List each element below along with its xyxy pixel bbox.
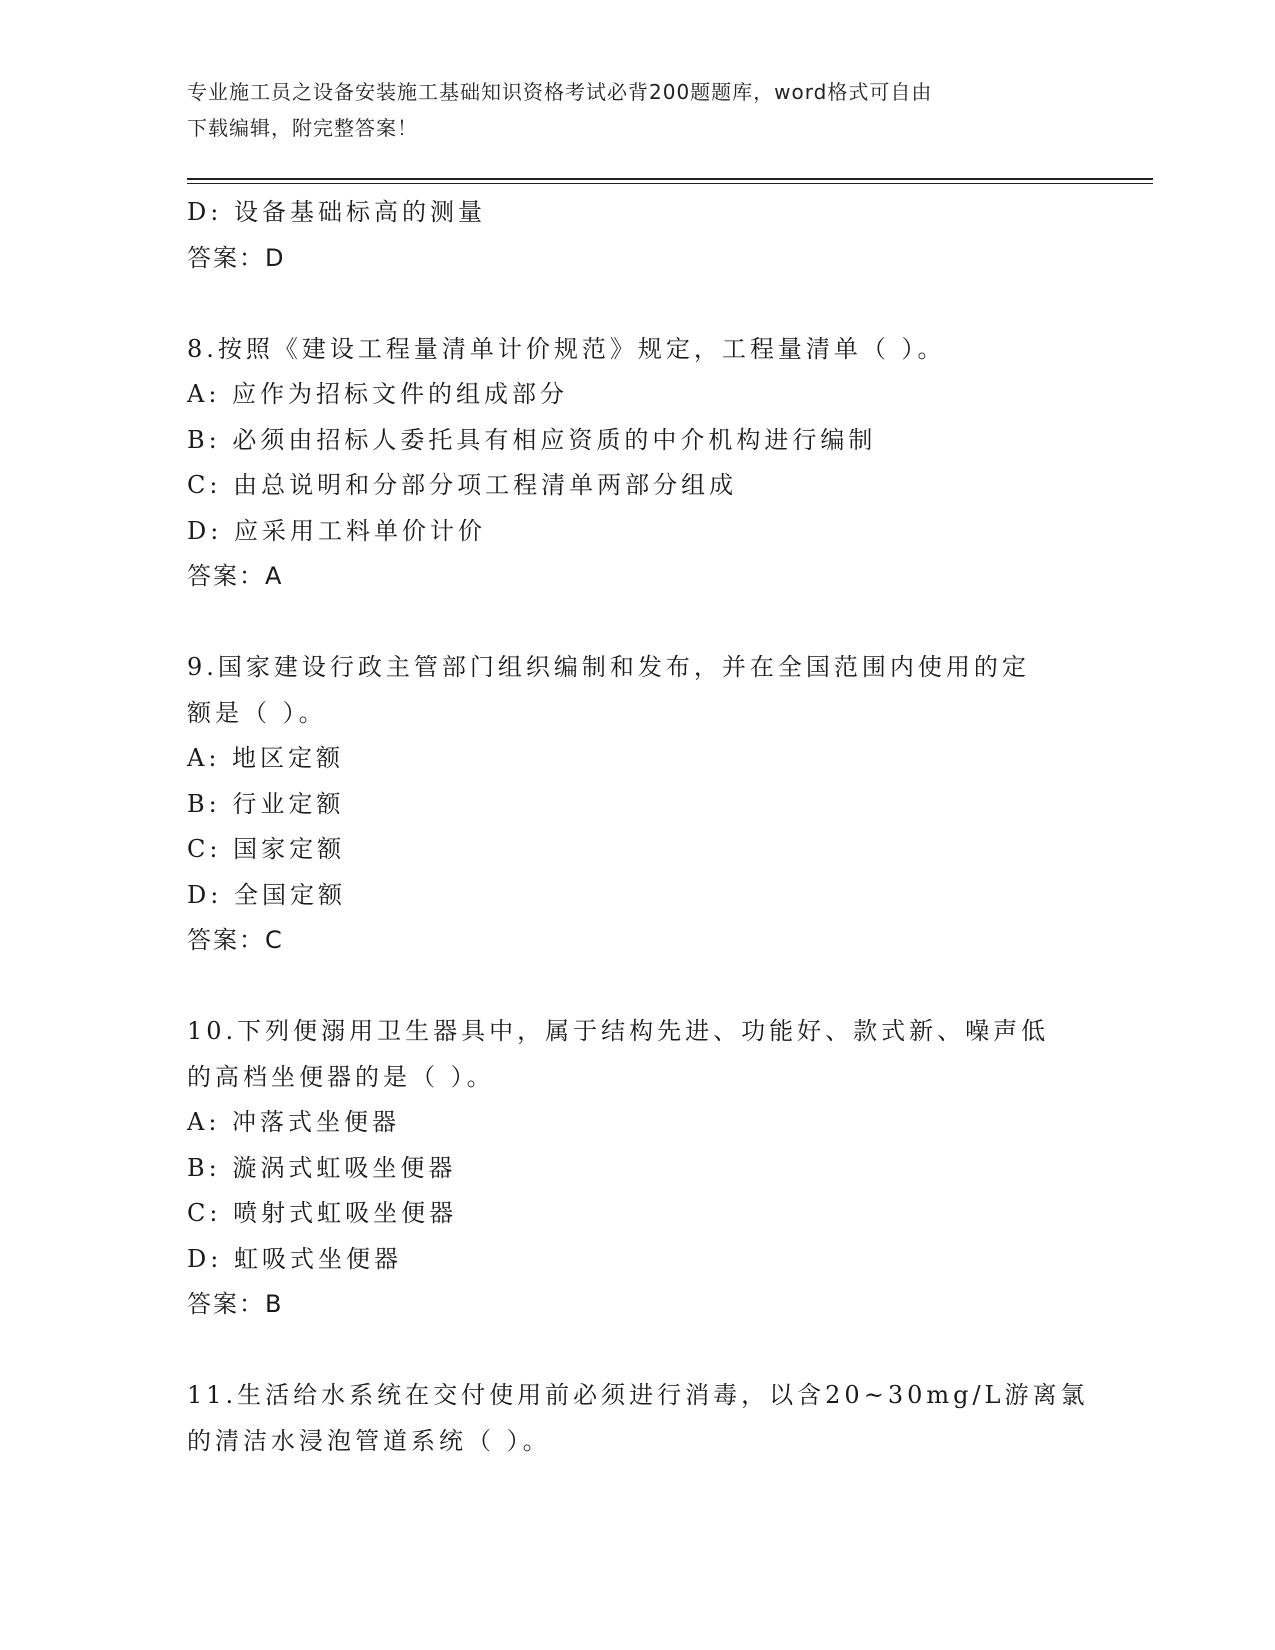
option-d: D: 应采用工料单价计价 [187,516,486,545]
question-stem-cont: 的高档坐便器的是（ ）。 [187,1062,495,1091]
spacer [187,600,1087,646]
option-d: D: 虹吸式坐便器 [187,1244,402,1273]
header-line-1: 专业施工员之设备安装施工基础知识资格考试必背200题题库，word格式可自由 [187,80,933,104]
option-c: C: 国家定额 [187,835,346,863]
spacer [187,1328,1087,1374]
header-rule-thick [187,178,1153,180]
prev-answer: 答案：D [187,243,286,272]
header-line-2: 下载编辑，附完整答案！ [187,116,418,140]
prev-option-d: D: 设备基础标高的测量 [187,198,486,226]
question-9 [187,645,1087,964]
question-8 [187,327,1087,600]
spacer [187,964,1087,1010]
question-stem: 8.按照《建设工程量清单计价规范》规定，工程量清单（ ）。 [187,334,946,363]
option-b: B: 必须由招标人委托具有相应资质的中介机构进行编制 [187,425,877,454]
option-a: A: 应作为招标文件的组成部分 [187,380,569,408]
spacer [187,281,1087,327]
question-stem: 9.国家建设行政主管部门组织编制和发布，并在全国范围内使用的定 [187,653,1030,681]
option-a: A: 冲落式坐便器 [187,1108,401,1136]
question-stem-cont: 额是（ ）。 [187,698,327,727]
question-10 [187,1009,1087,1328]
option-a: A: 地区定额 [187,744,345,772]
question-stem: 11.生活给水系统在交付使用前必须进行消毒，以含20~30mg/L游离氯 [187,1381,1089,1409]
answer: 答案：A [187,562,284,590]
answer: 答案：C [187,926,284,954]
option-b: B: 行业定额 [187,789,345,818]
option-d: D: 全国定额 [187,880,346,909]
document-header [187,74,1067,146]
option-c: C: 喷射式虹吸坐便器 [187,1199,458,1227]
header-rule-thin [187,183,1153,184]
answer: 答案：B [187,1290,284,1318]
option-b: B: 漩涡式虹吸坐便器 [187,1153,457,1182]
option-c: C: 由总说明和分部分项工程清单两部分组成 [187,471,738,499]
question-11 [187,1373,1087,1464]
question-stem-cont: 的清洁水浸泡管道系统（ ）。 [187,1426,551,1455]
question-stem: 10.下列便溺用卫生器具中，属于结构先进、功能好、款式新、噪声低 [187,1017,1050,1045]
question-list [187,190,1087,1464]
